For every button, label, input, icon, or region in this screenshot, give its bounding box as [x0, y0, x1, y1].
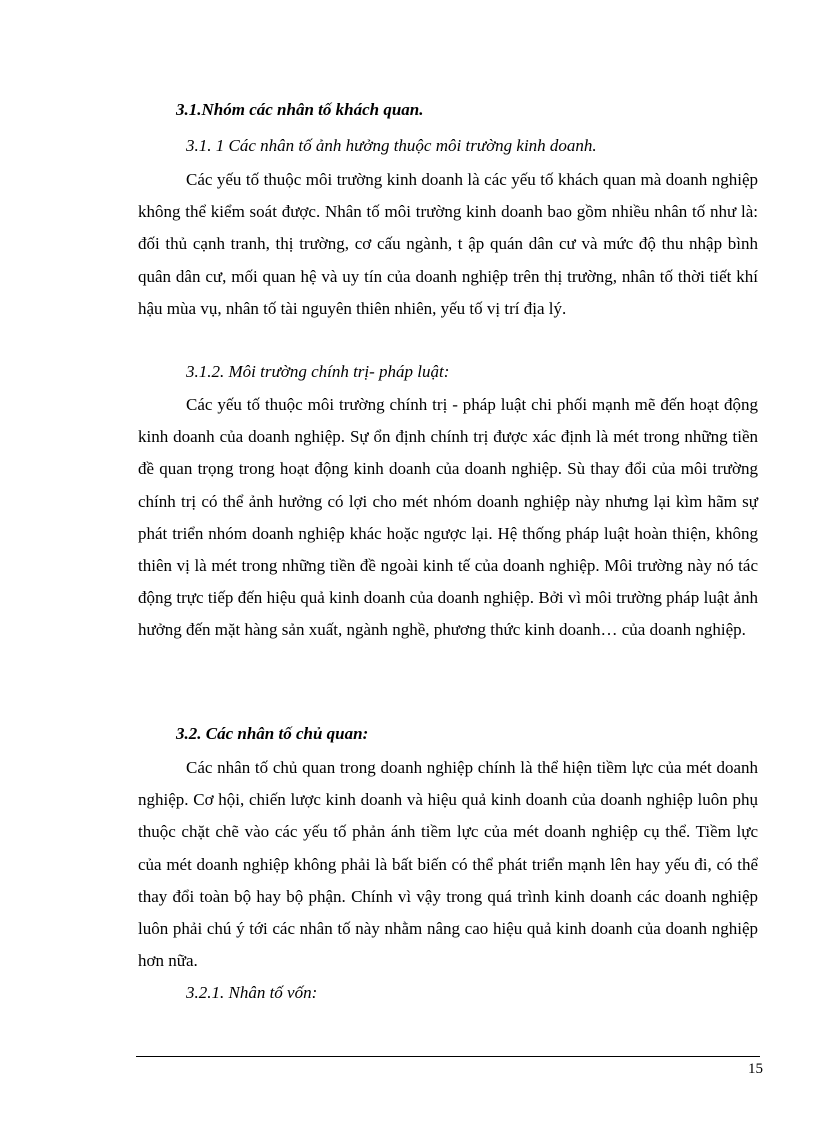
subsection-heading-3-1-1: 3.1. 1 Các nhân tố ảnh hưởng thuộc môi trường kinh doanh.: [186, 136, 597, 155]
subsection-heading-3-2-1: 3.2.1. Nhân tố vốn:: [186, 983, 318, 1002]
section-heading-3-1: 3.1.Nhóm các nhân tố khách quan.: [176, 100, 424, 119]
page-number: 15: [748, 1061, 763, 1077]
paragraph-3-2: Các nhân tố chủ quan trong doanh nghiệp chính là thể hiện tiềm lực của mét doanh nghiệp. Cơ hội, chiến lược kinh doanh và hiệu quả kinh doanh của doanh nghiệp luôn phụ thuộc chặt chẽ vào các yếu tố phản ánh tiềm lực của mét doanh nghiệp cụ thể. Tiềm lực của mét doanh nghiệp không phải là bất biến có thể phát triển mạnh lên hay yếu đi, có thể thay đổi toàn bộ hay bộ phận. Chính vì vậy trong quá trình kinh doanh các doanh nghiệp luôn phải chú ý tới các nhân tố này nhằm nâng cao hiệu quả kinh doanh của doanh nghiệp hơn nữa.: [138, 758, 758, 971]
footer-divider: [136, 1056, 760, 1057]
paragraph-3-1-2: Các yếu tố thuộc môi trường chính trị - pháp luật chi phối mạnh mẽ đến hoạt động kinh doanh của doanh nghiệp. Sự ổn định chính trị được xác định là mét trong những tiền đề quan trọng trong hoạt động kinh doanh của doanh nghiệp. Sù thay đổi của môi trường chính trị có thể ảnh hưởng có lợi cho mét nhóm doanh nghiệp này nhưng lại kìm hãm sự phát triển nhóm doanh nghiệp khác hoặc ngược lại. Hệ thống pháp luật hoàn thiện, không thiên vị là mét trong những tiền đề ngoài kinh tế của doanh nghiệp. Môi trường này nó tác động trực tiếp đến hiệu quả kinh doanh của doanh nghiệp. Bởi vì môi trường pháp luật ảnh hưởng đến mặt hàng sản xuất, ngành nghề, phương thức kinh doanh… của doanh nghiệp.: [138, 395, 758, 640]
paragraph-3-1-1: Các yếu tố thuộc môi trường kinh doanh là các yếu tố khách quan mà doanh nghiệp không thể kiểm soát được. Nhân tố môi trường kinh doanh bao gồm nhiều nhân tố như là: đối thủ cạnh tranh, thị trường, cơ cấu ngành, t ập quán dân cư và mức độ thu nhập bình quân dân cư, mối quan hệ và uy tín của doanh nghiệp trên thị trường, nhân tố thời tiết khí hậu mùa vụ, nhân tố tài nguyên thiên nhiên, yếu tố vị trí địa lý.: [138, 170, 758, 318]
subsection-heading-3-1-2: 3.1.2. Môi trường chính trị- pháp luật:: [186, 362, 450, 381]
section-heading-3-2: 3.2. Các nhân tố chủ quan:: [176, 724, 369, 743]
